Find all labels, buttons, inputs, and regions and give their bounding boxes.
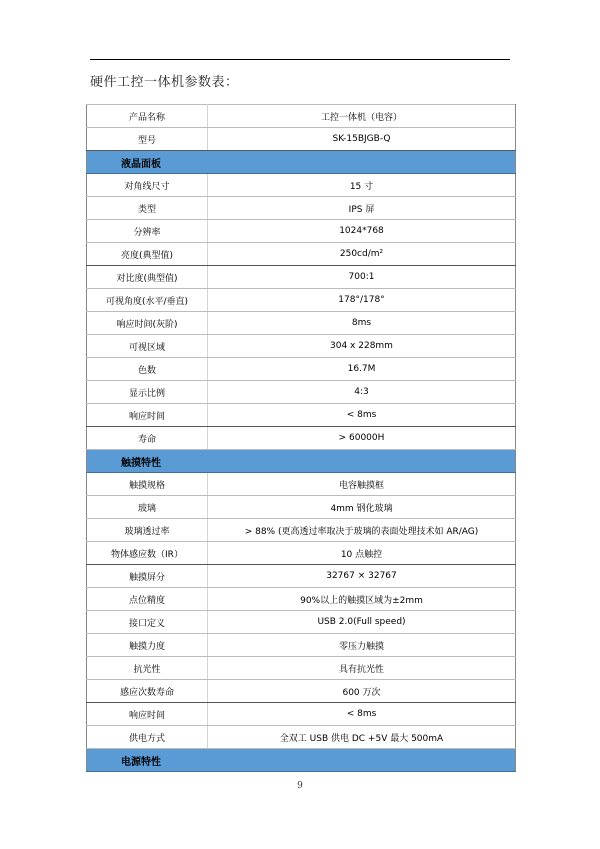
table-row bbox=[87, 657, 516, 680]
table-row bbox=[87, 266, 516, 289]
spec-value: IPS 屏 bbox=[208, 197, 516, 220]
table-row bbox=[87, 404, 516, 427]
section-title: 电源特性 bbox=[87, 749, 516, 772]
table-row bbox=[87, 611, 516, 634]
spec-value: USB 2.0(Full speed) bbox=[208, 611, 516, 634]
table-row bbox=[87, 243, 516, 266]
section-header-row bbox=[87, 450, 516, 473]
spec-value: 1024*768 bbox=[208, 220, 516, 243]
table-row bbox=[87, 427, 516, 450]
table-row bbox=[87, 105, 516, 128]
spec-value: 工控一体机（电容） bbox=[208, 105, 516, 128]
spec-value: 8ms bbox=[208, 312, 516, 335]
table-row bbox=[87, 381, 516, 404]
spec-value: 178°/178° bbox=[208, 289, 516, 312]
spec-label: 响应时间 bbox=[87, 703, 208, 726]
table-row bbox=[87, 634, 516, 657]
spec-label: 供电方式 bbox=[87, 726, 208, 749]
section-title: 液晶面板 bbox=[87, 151, 516, 174]
table-row bbox=[87, 358, 516, 381]
spec-value: 15 寸 bbox=[208, 174, 516, 197]
spec-label: 触摸规格 bbox=[87, 473, 208, 496]
spec-value: 600 万次 bbox=[208, 680, 516, 703]
spec-label: 对角线尺寸 bbox=[87, 174, 208, 197]
spec-label: 对比度(典型值) bbox=[87, 266, 208, 289]
spec-label: 玻璃 bbox=[87, 496, 208, 519]
spec-label: 触摸力度 bbox=[87, 634, 208, 657]
spec-value: 电容触摸框 bbox=[208, 473, 516, 496]
table-row bbox=[87, 220, 516, 243]
table-row bbox=[87, 542, 516, 565]
table-row bbox=[87, 726, 516, 749]
spec-value: 全双工 USB 供电 DC +5V 最大 500mA bbox=[208, 726, 516, 749]
spec-label: 触摸屏分 bbox=[87, 565, 208, 588]
table-row bbox=[87, 473, 516, 496]
table-row bbox=[87, 335, 516, 358]
document-title: 硬件工控一体机参数表： bbox=[90, 75, 239, 90]
header-rule bbox=[90, 59, 510, 60]
table-row bbox=[87, 496, 516, 519]
table-row bbox=[87, 128, 516, 151]
spec-value: 700:1 bbox=[208, 266, 516, 289]
section-title: 触摸特性 bbox=[87, 450, 516, 473]
table-row bbox=[87, 519, 516, 542]
spec-value: 零压力触摸 bbox=[208, 634, 516, 657]
spec-value: > 60000H bbox=[208, 427, 516, 450]
table-row bbox=[87, 174, 516, 197]
spec-table bbox=[86, 104, 516, 772]
spec-label: 亮度(典型值) bbox=[87, 243, 208, 266]
spec-value: SK-15BJGB-Q bbox=[208, 128, 516, 151]
spec-label: 类型 bbox=[87, 197, 208, 220]
spec-label: 抗光性 bbox=[87, 657, 208, 680]
table-row bbox=[87, 312, 516, 335]
table-row bbox=[87, 588, 516, 611]
table-row bbox=[87, 703, 516, 726]
spec-label: 玻璃透过率 bbox=[87, 519, 208, 542]
spec-label: 物体感应数（IR） bbox=[87, 542, 208, 565]
spec-label: 响应时间(灰阶) bbox=[87, 312, 208, 335]
spec-label: 点位精度 bbox=[87, 588, 208, 611]
table-row bbox=[87, 565, 516, 588]
spec-value: > 88% (更高透过率取决于玻璃的表面处理技术如 AR/AG) bbox=[208, 519, 516, 542]
table-row bbox=[87, 289, 516, 312]
section-header-row bbox=[87, 749, 516, 772]
spec-value: 具有抗光性 bbox=[208, 657, 516, 680]
spec-label: 感应次数寿命 bbox=[87, 680, 208, 703]
spec-label: 显示比例 bbox=[87, 381, 208, 404]
spec-label: 分辨率 bbox=[87, 220, 208, 243]
spec-value: < 8ms bbox=[208, 404, 516, 427]
spec-value: 250cd/m² bbox=[208, 243, 516, 266]
spec-table-body bbox=[87, 105, 516, 772]
spec-label: 可视角度(水平/垂直) bbox=[87, 289, 208, 312]
page-number: 9 bbox=[297, 781, 303, 791]
table-row bbox=[87, 680, 516, 703]
spec-label: 接口定义 bbox=[87, 611, 208, 634]
section-header-row bbox=[87, 151, 516, 174]
spec-value: 90%以上的触摸区域为±2mm bbox=[208, 588, 516, 611]
table-row bbox=[87, 197, 516, 220]
spec-label: 型号 bbox=[87, 128, 208, 151]
spec-value: 16.7M bbox=[208, 358, 516, 381]
spec-label: 寿命 bbox=[87, 427, 208, 450]
spec-label: 可视区域 bbox=[87, 335, 208, 358]
spec-label: 响应时间 bbox=[87, 404, 208, 427]
spec-value: 304 x 228mm bbox=[208, 335, 516, 358]
spec-value: < 8ms bbox=[208, 703, 516, 726]
spec-value: 4:3 bbox=[208, 381, 516, 404]
spec-value: 10 点触控 bbox=[208, 542, 516, 565]
spec-label: 产品名称 bbox=[87, 105, 208, 128]
spec-value: 32767 × 32767 bbox=[208, 565, 516, 588]
spec-value: 4mm 钢化玻璃 bbox=[208, 496, 516, 519]
spec-label: 色数 bbox=[87, 358, 208, 381]
